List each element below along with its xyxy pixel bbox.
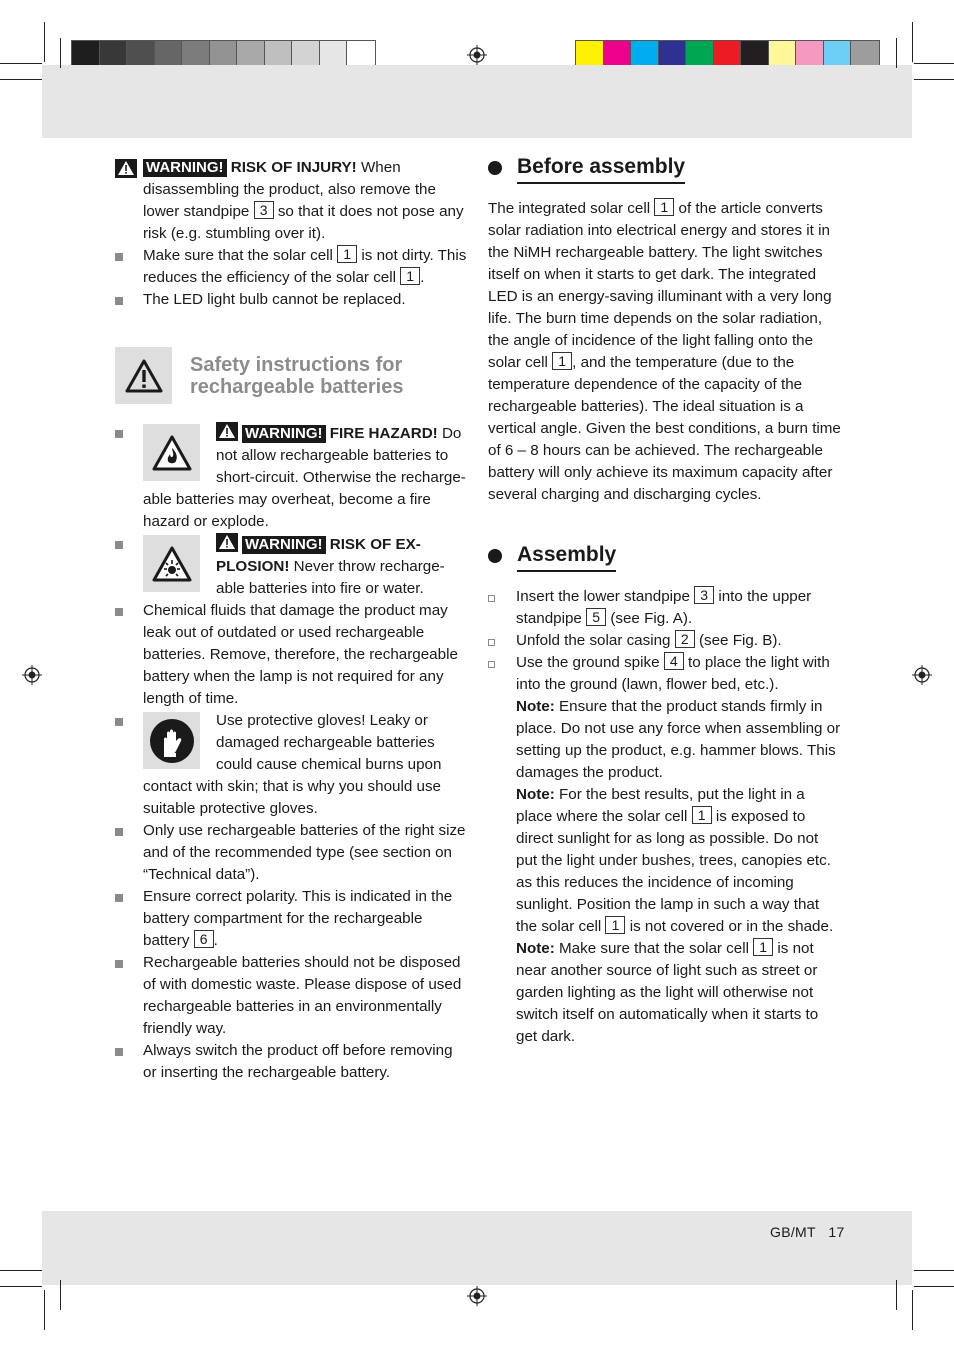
paragraph (488, 198, 842, 506)
item-text: Use protective gloves! Leaky or damaged rechargeable batteries could cause chemical burns upon contact with skin; that is why you should use suitable protective gloves. (143, 712, 442, 817)
warning-text: When disassembling the product, also remove the lower standpipe (143, 159, 436, 220)
list-item (115, 1040, 467, 1084)
warning-triangle-icon (115, 347, 172, 404)
step-checkbox-icon (488, 595, 495, 602)
crop-mark (0, 63, 42, 64)
right-column (488, 152, 842, 1048)
item-text: The LED light bulb cannot be replaced. (143, 291, 406, 308)
step-text: to place the light with into the ground (lawn, flower bed, etc.). (516, 654, 830, 693)
step-text: Insert the lower standpipe (516, 588, 695, 605)
heading-text: Before assembly (517, 152, 685, 184)
item-text: Chemical fluids that damage the product may leak out of outdated or used rechargeable batteries. Remove, therefore, the rechargeable battery when the lamp is not required for any length of time. (143, 602, 458, 707)
step-text: (see Fig. A). (606, 610, 693, 627)
list-item (115, 710, 467, 820)
footer-language: GB/MT (770, 1224, 816, 1240)
crop-mark (912, 1290, 913, 1330)
heading-bullet-icon (488, 549, 502, 563)
crop-mark (896, 1280, 897, 1310)
part-reference: 1 (753, 938, 773, 956)
note (516, 938, 842, 1048)
bullet-square-icon (115, 297, 123, 305)
part-reference: 3 (254, 201, 274, 219)
note-text: For the best results, put the light in a place where the solar cell (516, 786, 805, 825)
item-text: is not dirty. This reduces the efficiency of the solar cell (143, 247, 467, 286)
step-text: Use the ground spike (516, 654, 664, 671)
bullet-square-icon (115, 253, 123, 261)
crop-mark (914, 1270, 954, 1271)
item-text: Never throw recharge-able batteries into fire or water. (216, 558, 445, 597)
note (516, 784, 842, 938)
crop-mark (896, 38, 897, 68)
crop-mark (914, 1286, 954, 1287)
crop-mark (60, 1280, 61, 1310)
item-text: . (420, 269, 425, 286)
note-text: is not covered or in the shade. (625, 918, 834, 935)
safety-section-header (115, 347, 467, 404)
note-text: is exposed to direct sunlight for as long as possible. Do not put the light under bushes, trees, canopies etc. as this reduces the incidence of incoming sunlight. Position the lamp in such a way that the solar cell (516, 808, 831, 935)
item-text: Rechargeable batteries should not be disposed of with domestic waste. Please dispose of used rechargeable batteries in an environmentally friendly way. (143, 954, 462, 1037)
warning-triangle-icon (216, 533, 238, 552)
part-reference: 1 (605, 916, 625, 934)
section-heading (488, 540, 842, 572)
step-text: Unfold the solar casing (516, 632, 675, 649)
bullet-square-icon (115, 430, 123, 438)
part-reference: 1 (400, 267, 420, 285)
safety-title: Safety instructions for (190, 353, 403, 376)
part-reference: 2 (675, 630, 695, 648)
bullet-square-icon (115, 718, 123, 726)
bullet-square-icon (115, 541, 123, 549)
bullet-square-icon (115, 960, 123, 968)
item-text: Always switch the product off before removing or inserting the rechargeable battery. (143, 1042, 453, 1081)
bullet-square-icon (115, 894, 123, 902)
note-label: Note: (516, 786, 555, 803)
explosion-icon (143, 535, 200, 592)
footer-band (42, 1211, 912, 1285)
page-number: 17 (828, 1224, 845, 1240)
note (516, 696, 842, 784)
header-band (42, 65, 912, 138)
item-text: . (213, 932, 218, 949)
part-reference: 1 (654, 198, 674, 216)
part-reference: 3 (694, 586, 714, 604)
step-text: into the upper standpipe (516, 588, 812, 627)
crop-mark (0, 1270, 42, 1271)
warning-title: RISK OF EX-PLOSION! (216, 536, 421, 575)
warning-triangle-icon (216, 422, 238, 441)
warning-text: so that it does not pose any risk (e.g. stumbling over it). (143, 203, 464, 242)
paragraph-text: , and the temperature (due to the temperature dependence of the capacity of the rechargeable batteries). The ideal situation is a vertical angle. Given the best conditions, a burn time of 6 – 8 hours can be achieved. The rechargeable battery will only achieve its maximum capacity after several charging and discharging cycles. (488, 354, 841, 503)
crop-mark (914, 79, 954, 80)
crop-mark (44, 1290, 45, 1330)
left-column (115, 157, 467, 1084)
crop-mark (44, 22, 45, 62)
note-text: is not near another source of light such as street or garden lighting as the light will otherwise not switch itself on automatically when it starts to get dark. (516, 940, 819, 1045)
step-text: (see Fig. B). (694, 632, 782, 649)
paragraph-text: The integrated solar cell (488, 200, 655, 217)
step-checkbox-icon (488, 639, 495, 646)
injury-warning (115, 157, 467, 245)
bullet-square-icon (115, 1048, 123, 1056)
heading-bullet-icon (488, 161, 502, 175)
warning-tag: WARNING! (143, 159, 227, 177)
registration-mark-icon (22, 665, 42, 685)
part-reference: 5 (586, 608, 606, 626)
crop-mark (0, 1286, 42, 1287)
item-text: Only use rechargeable batteries of the right size and of the recommended type (see section on “Technical data”). (143, 822, 466, 883)
fire-hazard-icon (143, 424, 200, 481)
list-item (115, 422, 467, 533)
list-item (115, 952, 467, 1040)
step-checkbox-icon (488, 661, 495, 668)
item-text: Ensure correct polarity. This is indicated in the battery compartment for the rechargeable battery (143, 888, 453, 949)
warning-tag: WARNING! (242, 536, 326, 554)
list-item (115, 245, 467, 289)
crop-mark (0, 79, 42, 80)
part-reference: 1 (337, 245, 357, 263)
bullet-square-icon (115, 608, 123, 616)
registration-mark-icon (467, 45, 487, 65)
heading-text: Assembly (517, 540, 616, 572)
warning-title: FIRE HAZARD! (329, 425, 438, 442)
note-text: Ensure that the product stands firmly in place. Do not use any force when assembling or setting up the product, e.g. hammer blows. This damages the product. (516, 698, 841, 781)
note-text: Make sure that the solar cell (554, 940, 754, 957)
step-item (488, 586, 842, 630)
crop-mark (60, 38, 61, 68)
list-item (115, 600, 467, 710)
note-label: Note: (516, 940, 555, 957)
warning-triangle-icon (115, 159, 137, 178)
list-item (115, 886, 467, 952)
bullet-square-icon (115, 828, 123, 836)
section-heading (488, 152, 842, 184)
protective-gloves-icon (143, 712, 200, 769)
note-label: Note: (516, 698, 555, 715)
page-footer (770, 1224, 845, 1240)
part-reference: 4 (664, 652, 684, 670)
step-item (488, 652, 842, 1048)
list-item (115, 533, 467, 600)
part-reference: 1 (552, 352, 572, 370)
warning-tag: WARNING! (242, 425, 326, 443)
registration-mark-icon (912, 665, 932, 685)
step-item (488, 630, 842, 652)
item-text: Make sure that the solar cell (143, 247, 338, 264)
paragraph-text: of the article converts solar radiation into electrical energy and stores it in the NiMH rechargeable battery. The light switches itself on when it starts to get dark. The integrated LED is an energy-saving illuminant with a very long life. The burn time depends on the solar radiation, the angle of incidence of the light falling onto the solar cell (488, 200, 832, 371)
list-item (115, 820, 467, 886)
registration-mark-icon (467, 1286, 487, 1306)
part-reference: 1 (692, 806, 712, 824)
safety-title: rechargeable batteries (190, 375, 404, 398)
part-reference: 6 (194, 930, 214, 948)
crop-mark (914, 63, 954, 64)
crop-mark (912, 22, 913, 62)
item-text: Do not allow rechargeable batteries to short-circuit. Otherwise the recharge-able batteries may overheat, become a fire hazard or explode. (143, 425, 466, 530)
list-item (115, 289, 467, 311)
warning-title: RISK OF INJURY! (230, 159, 357, 176)
